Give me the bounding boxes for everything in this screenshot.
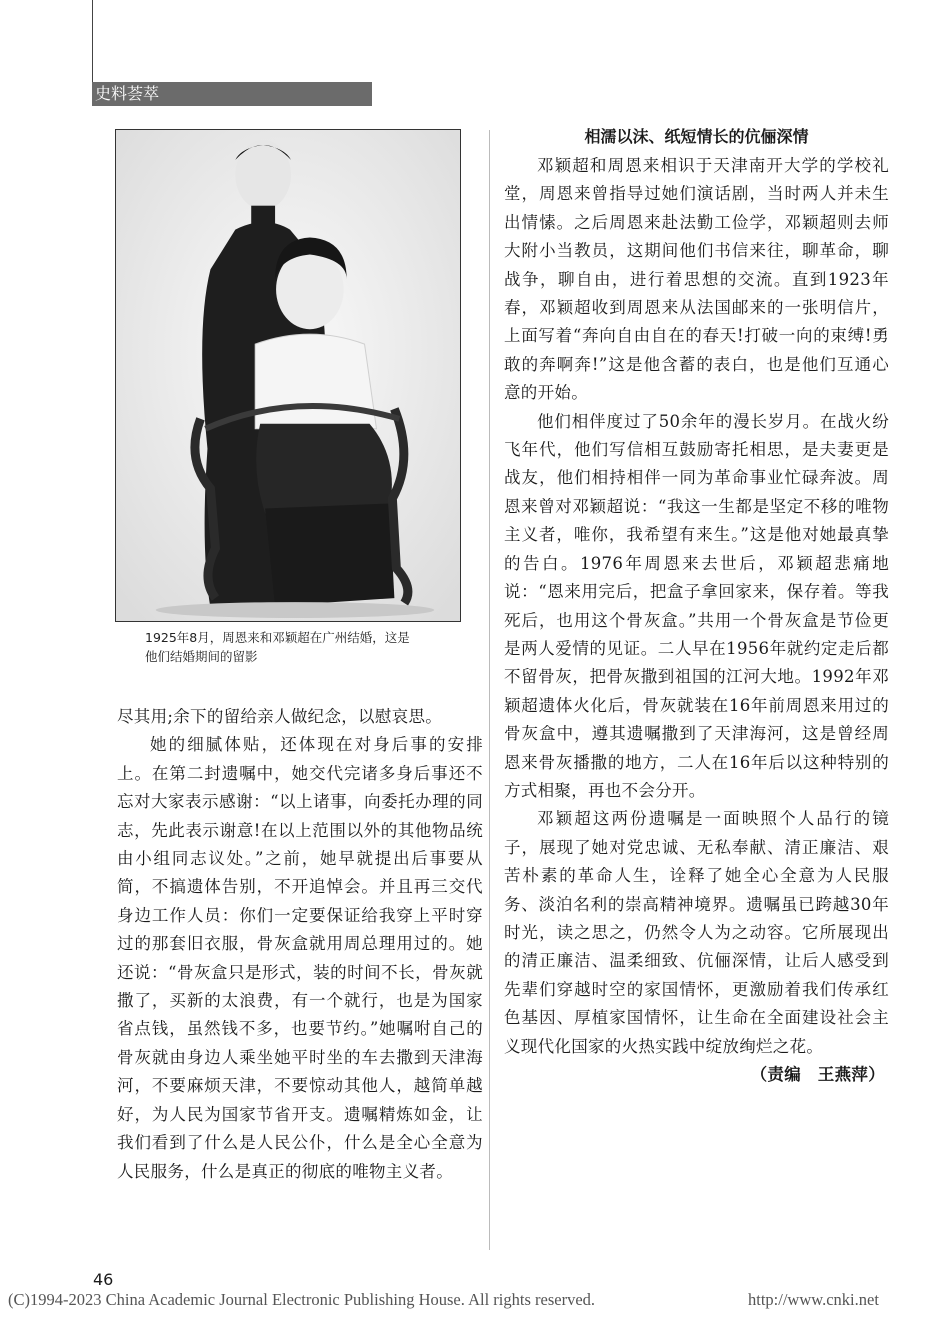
caption-line: 1925年8月，周恩来和邓颖超在广州结婚，这是 — [145, 630, 410, 645]
wedding-photo-illustration — [116, 130, 460, 621]
footer-url[interactable]: http://www.cnki.net — [748, 1290, 879, 1309]
header-rule — [92, 0, 93, 82]
paragraph: 邓颖超和周恩来相识于天津南开大学的学校礼堂，周恩来曾指导过她们演话剧，当时两人并未生出情愫。之后周恩来赴法勤工俭学，邓颖超则去师大附小当教员，这期间他们书信来往，聊革命，聊战争，聊自由，进行着思想的交流。直到1923年春，邓颖超收到周恩来从法国邮来的一张明信片，上面写着“奔向自由自在的春天!打破一向的束缚!勇敢的奔啊奔!”这是他含蓄的表白，也是他们互通心意的开始。 — [504, 156, 889, 403]
column-divider — [489, 130, 490, 1250]
paragraph: 尽其用;余下的留给亲人做纪念，以慰哀思。 — [117, 707, 443, 726]
section-tag: 史料荟萃 — [92, 82, 372, 106]
historical-photo — [115, 129, 461, 622]
left-column-text — [117, 703, 483, 1186]
right-column-text — [504, 152, 889, 1089]
paragraph: 邓颖超这两份遗嘱是一面映照个人品行的镜子，展现了她对党忠诚、无私奉献、清正廉洁、艰苦朴素的革命人生，诠释了她全心全意为人民服务、淡泊名利的崇高精神境界。遗嘱虽已跨越30年时光，读之思之，仍然令人为之动容。它所展现出的清正廉洁、温柔细致、伉俪深情，让后人感受到先辈们穿越时空的家国情怀，更激励着我们传承红色基因、厚植家国情怀，让生命在全面建设社会主义现代化国家的火热实践中绽放绚烂之花。 — [504, 809, 889, 1056]
caption-line: 他们结婚期间的留影 — [145, 649, 258, 664]
page-number: 46 — [93, 1270, 114, 1289]
photo-caption — [145, 628, 465, 666]
section-heading: 相濡以沫、纸短情长的伉俪深情 — [584, 127, 809, 146]
paragraph: 她的细腻体贴，还体现在对身后事的安排上。在第二封遗嘱中，她交代完诸多身后事还不忘对大家表示感谢：“以上诸事，向委托办理的同志，先此表示谢意!在以上范围以外的其他物品统由小组同志议处。”之前，她早就提出后事要从简，不搞遗体告别，不开追悼会。并且再三交代身边工作人员：你们一定要保证给我穿上平时穿过的那套旧衣服，骨灰盒就用周总理用过的。她还说：“骨灰盒只是形式，装的时间不长，骨灰就撒了，买新的太浪费，有一个就行，也是为国家省点钱，虽然钱不多，也要节约。”她嘱咐自己的骨灰就由身边人乘坐她平时坐的车去撒到天津海河，不要麻烦天津，不要惊动其他人，越简单越好，为人民为国家节省开支。遗嘱精炼如金，让我们看到了什么是人民公仆，什么是全心全意为人民服务，什么是真正的彻底的唯物主义者。 — [117, 735, 483, 1181]
editor-credit: （责编 王燕萍） — [750, 1065, 885, 1084]
paragraph: 他们相伴度过了50余年的漫长岁月。在战火纷飞年代，他们写信相互鼓励寄托相思，是夫妻更是战友，他们相持相伴一同为革命事业忙碌奔波。周恩来曾对邓颖超说：“我这一生都是坚定不移的唯物主义者，唯你，我希望有来生。”这是他对她最真挚的告白。1976年周恩来去世后，邓颖超悲痛地说：“恩来用完后，把盒子拿回家来，保存着。等我死后，也用这个骨灰盒。”共用一个骨灰盒是节俭更是两人爱情的见证。二人早在1956年就约定走后都不留骨灰，把骨灰撒到祖国的江河大地。1992年邓颖超遗体火化后，骨灰就装在16年前周恩来用过的骨灰盒中，遵其遗嘱撒到了天津海河，这是曾经周恩来骨灰播撒的地方，二人在16年后以这种特别的方式相聚，再也不会分开。 — [504, 411, 889, 800]
copyright-notice: (C)1994-2023 China Academic Journal Electronic Publishing House. All rights reserved. — [8, 1290, 596, 1309]
